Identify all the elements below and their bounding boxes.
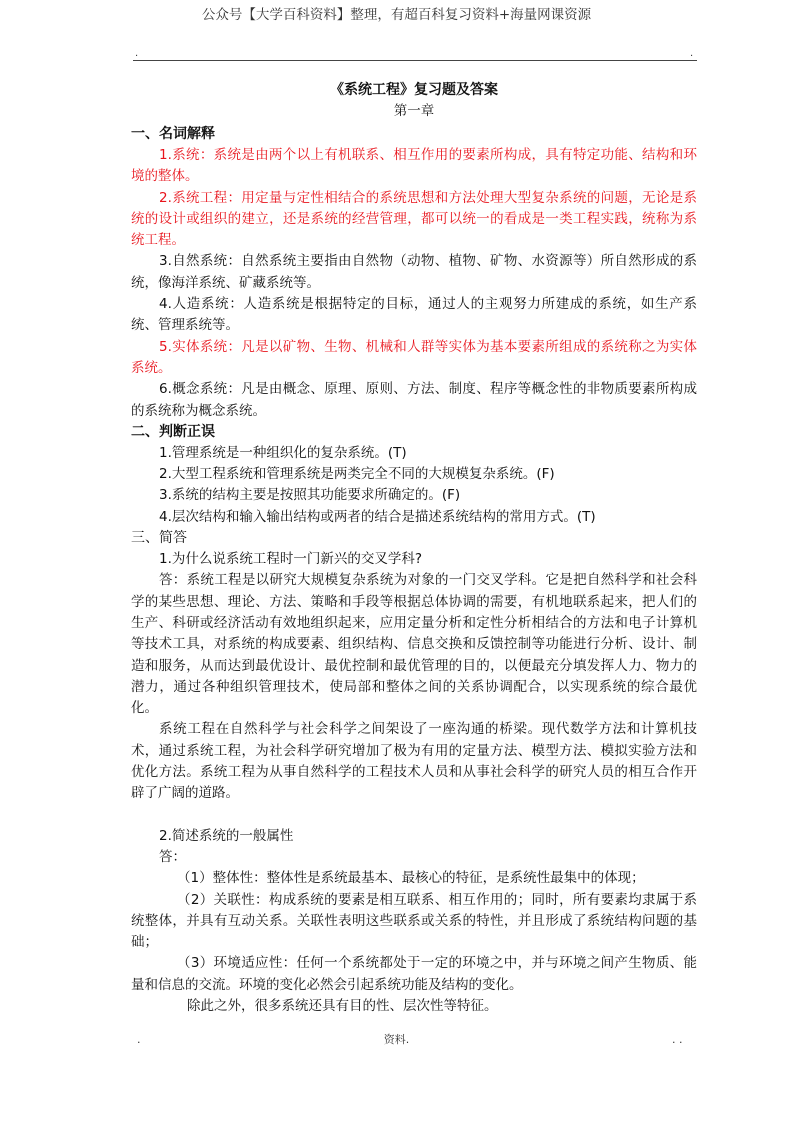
definition-item: 6.概念系统：凡是由概念、原理、原则、方法、制度、程序等概念性的非物质要素所构成的系统称为概念系统。 xyxy=(131,381,697,419)
watermark-header: 公众号【大学百科资料】整理，有超百科复习资料+海量网课资源 xyxy=(201,7,592,23)
header-dot-left: . xyxy=(135,48,139,59)
answer-1-paragraph-2: 系统工程在自然科学与社会科学之间架设了一座沟通的桥梁。现代数学方法和计算机技术，通过系统工程，为社会科学研究增加了极为有用的定量方法、模型方法、模拟实验方法和优化方法。系统工程为从事自然科学的工程技术人员和从事社会科学的研究人员的相互合作开辟了广阔的道路。 xyxy=(131,721,697,802)
footer-dots-right: . . xyxy=(672,1033,683,1046)
footer-center: 资料. xyxy=(383,1033,410,1046)
footer-dot-left: . xyxy=(137,1033,141,1046)
question-2: 2.简述系统的一般属性 xyxy=(159,827,294,844)
attribute-relevance: （2）关联性：构成系统的要素是相互联系、相互作用的；同时，所有要素均隶属于系统整体，并具有互动关系。关联性表明这些联系或关系的特性，并且形成了系统结构问题的基础； xyxy=(131,891,697,951)
true-false-item: 4.层次结构和输入输出结构或两者的结合是描述系统结构的常用方式。(T) xyxy=(159,508,596,525)
answer-1-paragraph-1: 答：系统工程是以研究大规模复杂系统为对象的一门交叉学科。它是把自然科学和社会科学的某些思想、理论、方法、策略和手段等根据总体协调的需要，有机地联系起来，把人们的生产、科研或经济活动有效地组织起来，应用定量分析和定性分析相结合的方法和电子计算机等技术工具，对系统的构成要素、组织结构、信息交换和反馈控制等功能进行分析、设计、制造和服务，从而达到最优设计、最优控制和最优管理的目的，以便最充分填发挥人力、物力的潜力，通过各种组织管理技术，使局部和整体之间的关系协调配合，以实现系统的综合最优化。 xyxy=(131,572,697,717)
document-body xyxy=(131,80,697,1017)
definition-item: 1.系统：系统是由两个以上有机联系、相互作用的要素所构成，具有特定功能、结构和环境的整体。 xyxy=(131,147,697,185)
section-heading-true-false: 二、判断正误 xyxy=(131,423,215,440)
definition-item: 2.系统工程：用定量与定性相结合的系统思想和方法处理大型复杂系统的问题，无论是系统的设计或组织的建立，还是系统的经营管理，都可以统一的看成是一类工程实践，统称为系统工程。 xyxy=(131,189,697,249)
definition-item: 3.自然系统：自然系统主要指由自然物（动物、植物、矿物、水资源等）所自然形成的系统，像海洋系统、矿藏系统等。 xyxy=(131,253,697,291)
true-false-item: 2.大型工程系统和管理系统是两类完全不同的大规模复杂系统。(F) xyxy=(159,466,555,483)
answer-2-label: 答： xyxy=(159,848,186,865)
question-1: 1.为什么说系统工程时一门新兴的交叉学科? xyxy=(159,551,423,568)
attribute-adaptability: （3）环境适应性：任何一个系统都处于一定的环境之中，并与环境之间产生物质、能量和信息的交流。环境的变化必然会引起系统功能及结构的变化。 xyxy=(131,955,697,993)
document-title: 《系统工程》复习题及答案 xyxy=(330,82,498,98)
answer-2-conclusion: 除此之外，很多系统还具有目的性、层次性等特征。 xyxy=(187,997,498,1014)
chapter-heading: 第一章 xyxy=(393,103,435,119)
true-false-item: 3.系统的结构主要是按照其功能要求所确定的。(F) xyxy=(159,487,461,504)
header-dot-right: . xyxy=(690,48,694,59)
attribute-wholeness: （1）整体性：整体性是系统最基本、最核心的特征，是系统性最集中的体现； xyxy=(177,870,645,887)
true-false-item: 1.管理系统是一种组织化的复杂系统。(T) xyxy=(159,444,407,461)
definition-item: 5.实体系统：凡是以矿物、生物、机械和人群等实体为基本要素所组成的系统称之为实体系统。 xyxy=(131,338,697,376)
header-rule xyxy=(133,60,697,61)
section-heading-definitions: 一、名词解释 xyxy=(131,126,215,142)
section-heading-short-answer: 三、简答 xyxy=(131,530,187,547)
spacer xyxy=(131,805,697,826)
definition-item: 4.人造系统：人造系统是根据特定的目标，通过人的主观努力所建成的系统，如生产系统、管理系统等。 xyxy=(131,296,697,334)
